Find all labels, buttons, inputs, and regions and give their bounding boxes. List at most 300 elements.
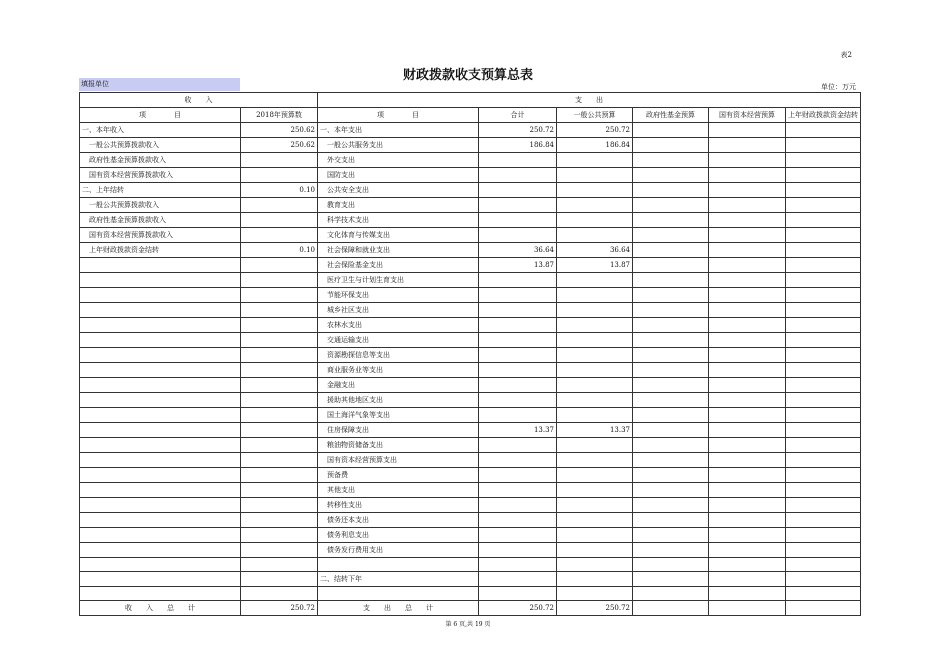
state-capital-amount-cell	[709, 572, 786, 587]
state-capital-amount-cell	[709, 243, 786, 258]
general-budget-amount-cell: 250.72	[557, 123, 633, 138]
state-capital-amount-cell	[709, 183, 786, 198]
expense-item-cell: 国防支出	[318, 168, 479, 183]
income-amount-cell	[241, 228, 318, 243]
income-amount-cell	[241, 587, 318, 601]
table-row	[80, 483, 861, 498]
expense-item-cell: 城乡社区支出	[318, 303, 479, 318]
state-capital-amount-cell	[709, 198, 786, 213]
income-amount-cell: 250.62	[241, 138, 318, 153]
income-amount-cell	[241, 273, 318, 288]
income-item-cell: 政府性基金预算拨款收入	[80, 153, 241, 168]
income-item-cell	[80, 423, 241, 438]
expense-item-cell: 教育支出	[318, 198, 479, 213]
expense-item-cell: 社会保险基金支出	[318, 258, 479, 273]
expense-item-cell: 文化体育与传媒支出	[318, 228, 479, 243]
carryover-amount-cell	[786, 168, 861, 183]
expense-total-cell	[479, 318, 557, 333]
carryover-amount-cell	[786, 498, 861, 513]
table-row	[80, 438, 861, 453]
expense-total-cell	[479, 558, 557, 572]
col-fund-budget: 政府性基金预算	[633, 108, 709, 123]
fund-budget-amount-cell	[633, 273, 709, 288]
carryover-amount-cell	[786, 423, 861, 438]
carryover-amount-cell	[786, 348, 861, 363]
carryover-amount-cell	[786, 243, 861, 258]
income-item-cell	[80, 258, 241, 273]
expense-total-cell: 36.64	[479, 243, 557, 258]
table-row	[80, 213, 861, 228]
carryover-amount-cell	[786, 483, 861, 498]
general-budget-total: 250.72	[557, 601, 633, 616]
general-budget-amount-cell	[557, 468, 633, 483]
expense-item-cell: 农林水支出	[318, 318, 479, 333]
carryover-amount-cell	[786, 558, 861, 572]
expense-item-cell: 一般公共服务支出	[318, 138, 479, 153]
table-row	[80, 543, 861, 558]
income-amount-cell	[241, 543, 318, 558]
fund-budget-amount-cell	[633, 198, 709, 213]
expense-total-cell	[479, 572, 557, 587]
table-row	[80, 123, 861, 138]
table-row	[80, 423, 861, 438]
table-row	[80, 168, 861, 183]
expense-total-cell	[479, 363, 557, 378]
income-amount-cell	[241, 318, 318, 333]
carryover-amount-cell	[786, 318, 861, 333]
expense-item-cell: 住房保障支出	[318, 423, 479, 438]
fund-budget-amount-cell	[633, 498, 709, 513]
expense-total-cell: 186.84	[479, 138, 557, 153]
income-amount-cell	[241, 438, 318, 453]
expense-item-cell: 公共安全支出	[318, 183, 479, 198]
income-item-cell	[80, 543, 241, 558]
col-state-capital-budget: 国有资本经营预算	[709, 108, 786, 123]
table-row	[80, 243, 861, 258]
state-capital-amount-cell	[709, 318, 786, 333]
income-item-cell: 一般公共预算拨款收入	[80, 138, 241, 153]
income-item-cell	[80, 438, 241, 453]
expense-item-cell: 一、本年支出	[318, 123, 479, 138]
expense-total-cell	[479, 213, 557, 228]
carryover-amount-cell	[786, 363, 861, 378]
carryover-amount-cell	[786, 528, 861, 543]
expense-item-cell: 债务利息支出	[318, 528, 479, 543]
state-capital-amount-cell	[709, 513, 786, 528]
income-amount-cell	[241, 348, 318, 363]
col-expense-item: 项 目	[318, 108, 479, 123]
carryover-amount-cell	[786, 438, 861, 453]
fund-budget-amount-cell	[633, 438, 709, 453]
expense-total-cell	[479, 168, 557, 183]
table-row	[80, 153, 861, 168]
expense-item-cell: 国有资本经营预算支出	[318, 453, 479, 468]
table-tag: 表2	[840, 51, 852, 59]
state-capital-amount-cell	[709, 333, 786, 348]
income-item-cell	[80, 408, 241, 423]
carryover-amount-cell	[786, 468, 861, 483]
general-budget-amount-cell	[557, 333, 633, 348]
income-amount-cell	[241, 468, 318, 483]
income-amount-cell	[241, 198, 318, 213]
income-item-cell	[80, 453, 241, 468]
carryover-amount-cell	[786, 378, 861, 393]
fund-budget-amount-cell	[633, 528, 709, 543]
general-budget-amount-cell	[557, 273, 633, 288]
carryover-amount-cell	[786, 153, 861, 168]
income-amount-cell	[241, 168, 318, 183]
table-row	[80, 333, 861, 348]
expense-item-cell: 其他支出	[318, 483, 479, 498]
table-row	[80, 183, 861, 198]
fund-budget-amount-cell	[633, 258, 709, 273]
general-budget-amount-cell	[557, 213, 633, 228]
state-capital-total	[709, 601, 786, 616]
table-row	[80, 138, 861, 153]
fund-budget-amount-cell	[633, 123, 709, 138]
state-capital-amount-cell	[709, 303, 786, 318]
col-general-budget: 一般公共预算	[557, 108, 633, 123]
expense-item-cell: 粮油物资储备支出	[318, 438, 479, 453]
table-row	[80, 498, 861, 513]
general-budget-amount-cell	[557, 438, 633, 453]
column-header-row	[80, 108, 861, 123]
expense-total-cell	[479, 228, 557, 243]
income-item-cell: 国有资本经营预算拨款收入	[80, 228, 241, 243]
income-item-cell	[80, 558, 241, 572]
fund-budget-amount-cell	[633, 378, 709, 393]
expense-total-cell	[479, 153, 557, 168]
fund-budget-amount-cell	[633, 318, 709, 333]
budget-table	[79, 92, 861, 616]
income-item-cell	[80, 273, 241, 288]
income-section-header: 收 入	[80, 93, 318, 108]
state-capital-amount-cell	[709, 438, 786, 453]
fund-budget-total	[633, 601, 709, 616]
table-row	[80, 318, 861, 333]
fund-budget-amount-cell	[633, 213, 709, 228]
income-item-cell	[80, 303, 241, 318]
general-budget-amount-cell	[557, 543, 633, 558]
income-total-label: 收 入 总 计	[80, 601, 241, 616]
page-title: 财政拨款收支预算总表	[402, 68, 533, 83]
fund-budget-amount-cell	[633, 363, 709, 378]
table-row	[80, 408, 861, 423]
fund-budget-amount-cell	[633, 483, 709, 498]
general-budget-amount-cell	[557, 558, 633, 572]
income-item-cell	[80, 393, 241, 408]
expense-item-cell: 外交支出	[318, 153, 479, 168]
income-item-cell	[80, 333, 241, 348]
carryover-amount-cell	[786, 543, 861, 558]
state-capital-amount-cell	[709, 378, 786, 393]
state-capital-amount-cell	[709, 558, 786, 572]
state-capital-amount-cell	[709, 453, 786, 468]
state-capital-amount-cell	[709, 123, 786, 138]
expense-total-cell	[479, 483, 557, 498]
general-budget-amount-cell	[557, 528, 633, 543]
expense-total-cell: 250.72	[479, 123, 557, 138]
general-budget-amount-cell	[557, 483, 633, 498]
fund-budget-amount-cell	[633, 587, 709, 601]
general-budget-amount-cell	[557, 183, 633, 198]
state-capital-amount-cell	[709, 363, 786, 378]
income-item-cell	[80, 528, 241, 543]
income-item-cell	[80, 513, 241, 528]
carryover-amount-cell	[786, 408, 861, 423]
income-amount-cell	[241, 333, 318, 348]
expense-total-cell	[479, 498, 557, 513]
expense-total-cell	[479, 303, 557, 318]
col-carryover: 上年财政拨款资金结转	[786, 108, 861, 123]
expense-total-label: 支 出 总 计	[318, 601, 479, 616]
general-budget-amount-cell: 186.84	[557, 138, 633, 153]
state-capital-amount-cell	[709, 468, 786, 483]
state-capital-amount-cell	[709, 288, 786, 303]
expense-section-header: 支 出	[318, 93, 861, 108]
income-amount-cell: 0.10	[241, 243, 318, 258]
expense-total-cell	[479, 378, 557, 393]
page-footer: 第 6 页,共 19 页	[445, 621, 491, 628]
expense-item-cell: 金融支出	[318, 378, 479, 393]
expense-grand-total: 250.72	[479, 601, 557, 616]
filler-unit-label: 填报单位	[79, 78, 240, 91]
fund-budget-amount-cell	[633, 333, 709, 348]
general-budget-amount-cell	[557, 303, 633, 318]
general-budget-amount-cell: 13.87	[557, 258, 633, 273]
fund-budget-amount-cell	[633, 243, 709, 258]
expense-total-cell	[479, 528, 557, 543]
income-item-cell	[80, 288, 241, 303]
expense-item-cell: 预备费	[318, 468, 479, 483]
general-budget-amount-cell	[557, 318, 633, 333]
table-row	[80, 198, 861, 213]
section-header-row	[80, 93, 861, 108]
expense-total-cell	[479, 438, 557, 453]
table-row	[80, 453, 861, 468]
income-item-cell: 上年财政拨款资金结转	[80, 243, 241, 258]
expense-item-cell: 交通运输支出	[318, 333, 479, 348]
expense-item-cell: 医疗卫生与计划生育支出	[318, 273, 479, 288]
table-row	[80, 303, 861, 318]
carryover-amount-cell	[786, 572, 861, 587]
table-row	[80, 513, 861, 528]
fund-budget-amount-cell	[633, 228, 709, 243]
fund-budget-amount-cell	[633, 288, 709, 303]
table-row	[80, 528, 861, 543]
income-item-cell	[80, 348, 241, 363]
income-amount-cell: 250.62	[241, 123, 318, 138]
expense-item-cell: 科学技术支出	[318, 213, 479, 228]
fund-budget-amount-cell	[633, 393, 709, 408]
expense-item-cell: 国土海洋气象等支出	[318, 408, 479, 423]
state-capital-amount-cell	[709, 348, 786, 363]
fund-budget-amount-cell	[633, 468, 709, 483]
carryover-amount-cell	[786, 123, 861, 138]
general-budget-amount-cell	[557, 363, 633, 378]
expense-total-cell	[479, 198, 557, 213]
income-amount-cell	[241, 572, 318, 587]
general-budget-amount-cell	[557, 587, 633, 601]
table-row	[80, 273, 861, 288]
carryover-amount-cell	[786, 183, 861, 198]
income-item-cell	[80, 587, 241, 601]
totals-row	[80, 601, 861, 616]
table-row	[80, 587, 861, 601]
income-item-cell: 政府性基金预算拨款收入	[80, 213, 241, 228]
expense-total-cell	[479, 333, 557, 348]
general-budget-amount-cell	[557, 378, 633, 393]
general-budget-amount-cell	[557, 153, 633, 168]
table-row	[80, 258, 861, 273]
fund-budget-amount-cell	[633, 168, 709, 183]
income-amount-cell	[241, 528, 318, 543]
income-item-cell	[80, 378, 241, 393]
expense-total-cell	[479, 348, 557, 363]
carryover-amount-cell	[786, 333, 861, 348]
state-capital-amount-cell	[709, 258, 786, 273]
carryover-amount-cell	[786, 213, 861, 228]
income-item-cell: 二、上年结转	[80, 183, 241, 198]
carryover-amount-cell	[786, 228, 861, 243]
general-budget-amount-cell: 36.64	[557, 243, 633, 258]
fund-budget-amount-cell	[633, 513, 709, 528]
state-capital-amount-cell	[709, 408, 786, 423]
state-capital-amount-cell	[709, 273, 786, 288]
state-capital-amount-cell	[709, 587, 786, 601]
fund-budget-amount-cell	[633, 558, 709, 572]
general-budget-amount-cell	[557, 513, 633, 528]
income-item-cell: 一、本年收入	[80, 123, 241, 138]
state-capital-amount-cell	[709, 213, 786, 228]
general-budget-amount-cell	[557, 348, 633, 363]
income-amount-cell	[241, 408, 318, 423]
expense-item-cell: 节能环保支出	[318, 288, 479, 303]
table-row	[80, 378, 861, 393]
general-budget-amount-cell	[557, 453, 633, 468]
state-capital-amount-cell	[709, 168, 786, 183]
fund-budget-amount-cell	[633, 138, 709, 153]
fund-budget-amount-cell	[633, 183, 709, 198]
expense-item-cell: 社会保障和就业支出	[318, 243, 479, 258]
income-total-amount: 250.72	[241, 601, 318, 616]
expense-total-cell: 13.37	[479, 423, 557, 438]
income-amount-cell	[241, 213, 318, 228]
table-row	[80, 393, 861, 408]
state-capital-amount-cell	[709, 153, 786, 168]
table-row	[80, 558, 861, 572]
expense-total-cell	[479, 273, 557, 288]
col-total: 合计	[479, 108, 557, 123]
income-amount-cell	[241, 423, 318, 438]
income-item-cell	[80, 363, 241, 378]
fund-budget-amount-cell	[633, 423, 709, 438]
general-budget-amount-cell: 13.37	[557, 423, 633, 438]
fund-budget-amount-cell	[633, 453, 709, 468]
state-capital-amount-cell	[709, 393, 786, 408]
state-capital-amount-cell	[709, 483, 786, 498]
carryover-amount-cell	[786, 587, 861, 601]
expense-total-cell: 13.87	[479, 258, 557, 273]
fund-budget-amount-cell	[633, 348, 709, 363]
income-item-cell	[80, 572, 241, 587]
expense-item-cell: 资源勘探信息等支出	[318, 348, 479, 363]
income-item-cell: 国有资本经营预算拨款收入	[80, 168, 241, 183]
fund-budget-amount-cell	[633, 543, 709, 558]
general-budget-amount-cell	[557, 572, 633, 587]
table-row	[80, 468, 861, 483]
col-income-item: 项 目	[80, 108, 241, 123]
table-row	[80, 228, 861, 243]
income-item-cell: 一般公共预算拨款收入	[80, 198, 241, 213]
income-amount-cell	[241, 303, 318, 318]
unit-label: 单位：万元	[821, 83, 856, 91]
expense-total-cell	[479, 453, 557, 468]
carryover-amount-cell	[786, 303, 861, 318]
income-amount-cell	[241, 453, 318, 468]
income-amount-cell	[241, 393, 318, 408]
income-amount-cell	[241, 558, 318, 572]
expense-item-cell: 援助其他地区支出	[318, 393, 479, 408]
carryover-amount-cell	[786, 198, 861, 213]
table-row	[80, 348, 861, 363]
carryover-amount-cell	[786, 393, 861, 408]
table-row	[80, 288, 861, 303]
general-budget-amount-cell	[557, 228, 633, 243]
income-item-cell	[80, 468, 241, 483]
general-budget-amount-cell	[557, 408, 633, 423]
carryover-total	[786, 601, 861, 616]
carryover-amount-cell	[786, 258, 861, 273]
carryover-amount-cell	[786, 273, 861, 288]
state-capital-amount-cell	[709, 498, 786, 513]
expense-item-cell: 二、结转下年	[318, 572, 479, 587]
fund-budget-amount-cell	[633, 572, 709, 587]
table-row	[80, 572, 861, 587]
state-capital-amount-cell	[709, 423, 786, 438]
income-amount-cell: 0.10	[241, 183, 318, 198]
expense-item-cell: 债务还本支出	[318, 513, 479, 528]
state-capital-amount-cell	[709, 528, 786, 543]
income-item-cell	[80, 498, 241, 513]
income-amount-cell	[241, 363, 318, 378]
fund-budget-amount-cell	[633, 408, 709, 423]
expense-item-cell: 债务发行费用支出	[318, 543, 479, 558]
general-budget-amount-cell	[557, 288, 633, 303]
income-amount-cell	[241, 483, 318, 498]
expense-total-cell	[479, 468, 557, 483]
expense-item-cell: 商业服务业等支出	[318, 363, 479, 378]
expense-total-cell	[479, 183, 557, 198]
income-item-cell	[80, 483, 241, 498]
fund-budget-amount-cell	[633, 153, 709, 168]
income-amount-cell	[241, 498, 318, 513]
carryover-amount-cell	[786, 288, 861, 303]
carryover-amount-cell	[786, 513, 861, 528]
general-budget-amount-cell	[557, 198, 633, 213]
carryover-amount-cell	[786, 138, 861, 153]
income-amount-cell	[241, 378, 318, 393]
income-item-cell	[80, 318, 241, 333]
general-budget-amount-cell	[557, 393, 633, 408]
expense-item-cell	[318, 558, 479, 572]
state-capital-amount-cell	[709, 228, 786, 243]
expense-total-cell	[479, 288, 557, 303]
state-capital-amount-cell	[709, 543, 786, 558]
expense-total-cell	[479, 587, 557, 601]
income-amount-cell	[241, 153, 318, 168]
income-amount-cell	[241, 513, 318, 528]
